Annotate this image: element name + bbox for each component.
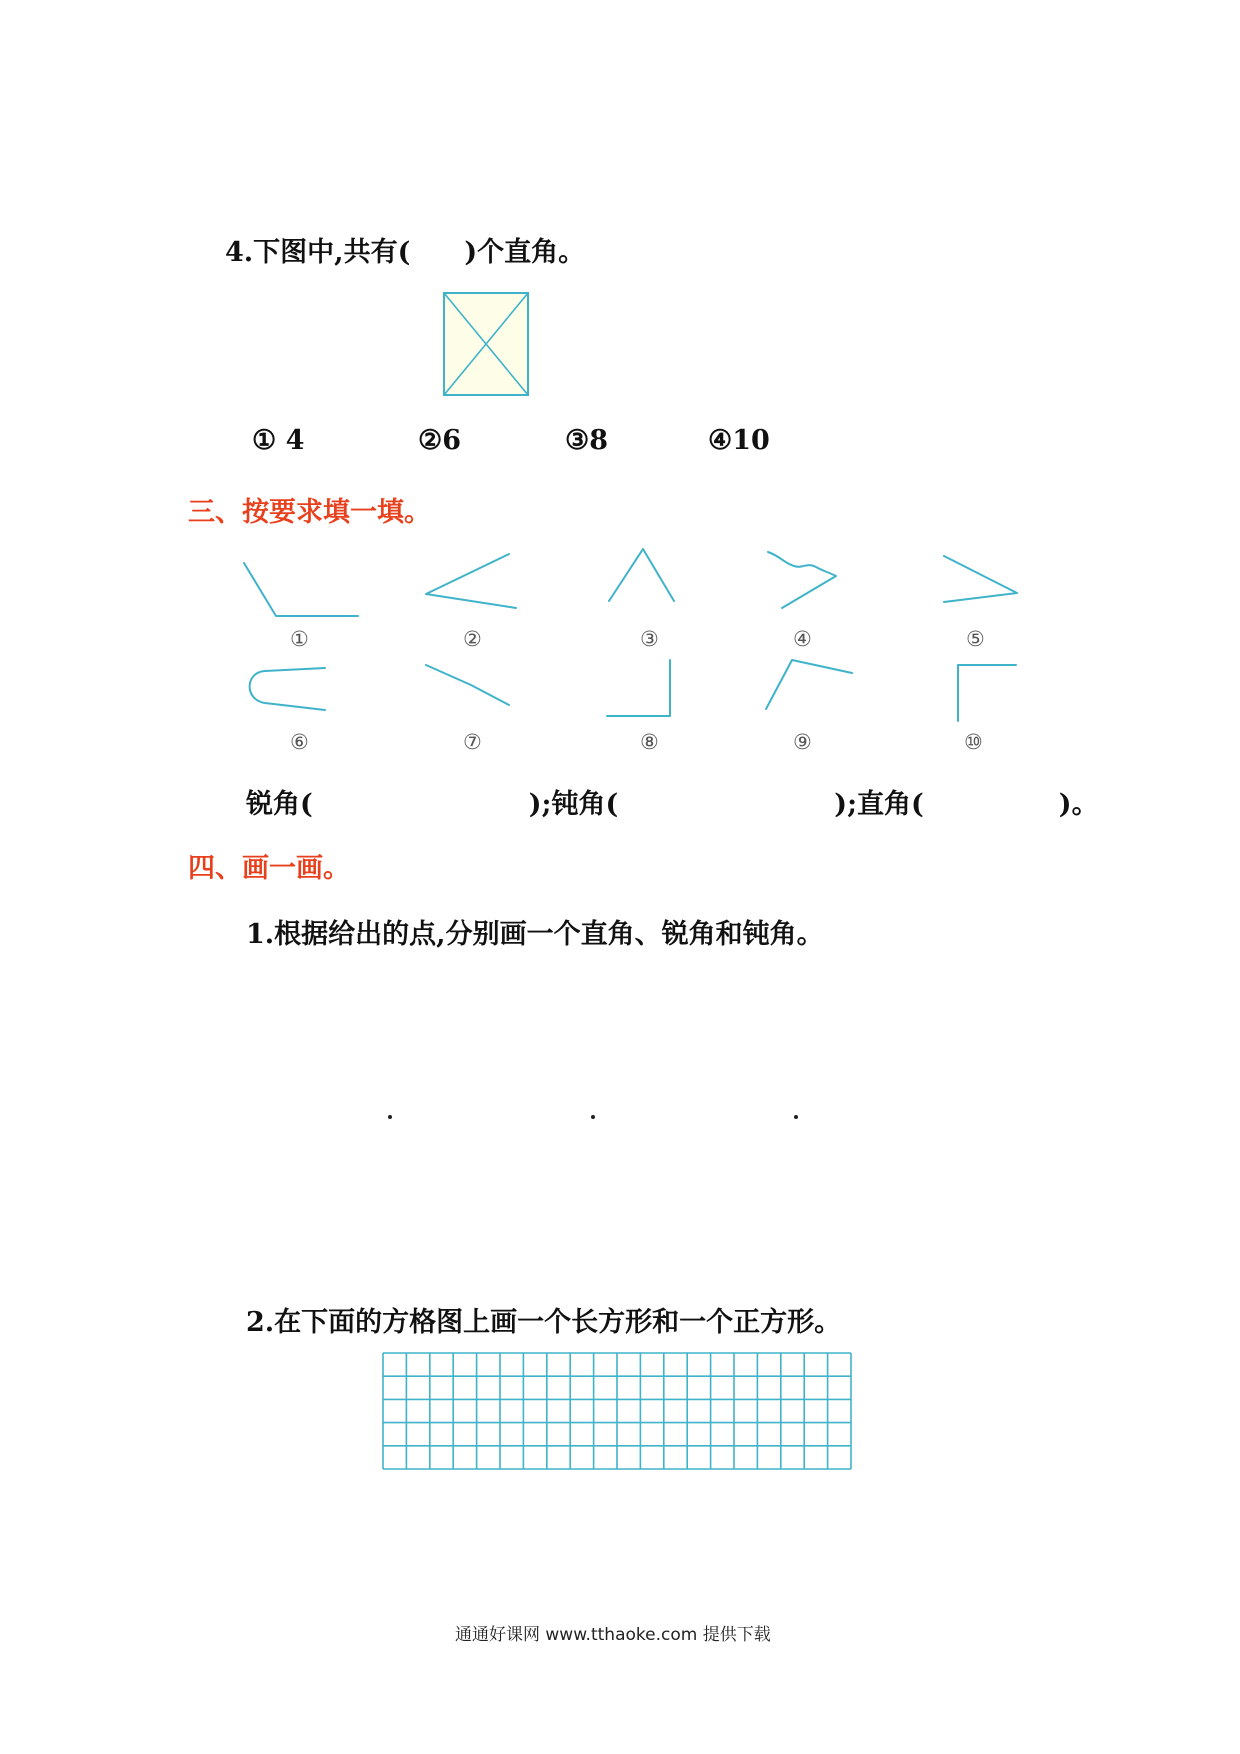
option-3[interactable]: ③8 — [565, 425, 608, 456]
option-4[interactable]: ④10 — [708, 425, 770, 456]
angle-4-figure — [768, 552, 836, 608]
angle-7-figure — [426, 665, 509, 705]
angle-figures — [0, 0, 1240, 760]
section-4-question-1: 1.根据给出的点,分别画一个直角、锐角和钝角。 — [246, 919, 824, 950]
angle-answer-line[interactable]: 锐角( );钝角( );直角( )。 — [246, 789, 1099, 820]
option-1[interactable]: ① 4 — [252, 425, 305, 456]
angle-label-1: ① — [290, 627, 309, 651]
footer-text: 通通好课网 www.tthaoke.com 提供下载 — [455, 1625, 771, 1645]
angle-6-figure — [250, 668, 325, 710]
angle-5-figure — [944, 556, 1017, 602]
angle-label-3: ③ — [640, 627, 659, 651]
square-grid[interactable] — [382, 1352, 852, 1470]
point-1[interactable] — [388, 1115, 392, 1119]
section-4-title: 四、画一画。 — [188, 853, 350, 884]
section-3-title: 三、按要求填一填。 — [188, 497, 431, 528]
angle-label-2: ② — [463, 627, 482, 651]
angle-2-figure — [426, 554, 516, 608]
angle-label-4: ④ — [793, 627, 812, 651]
point-3[interactable] — [794, 1115, 798, 1119]
point-2[interactable] — [591, 1115, 595, 1119]
question-4-text: 4.下图中,共有( )个直角。 — [225, 237, 586, 268]
angle-label-5: ⑤ — [966, 627, 985, 651]
angle-label-7: ⑦ — [463, 730, 482, 754]
angle-label-10: ⑩ — [964, 730, 983, 754]
angle-label-9: ⑨ — [793, 730, 812, 754]
section-4-question-2: 2.在下面的方格图上画一个长方形和一个正方形。 — [246, 1307, 842, 1338]
angle-8-figure — [607, 660, 670, 716]
angle-1-figure — [244, 563, 358, 616]
angle-9-figure — [766, 660, 852, 709]
angle-label-6: ⑥ — [290, 730, 309, 754]
angle-3-figure — [609, 549, 674, 601]
angle-label-8: ⑧ — [640, 730, 659, 754]
option-2[interactable]: ②6 — [418, 425, 461, 456]
angle-10-figure — [958, 665, 1016, 721]
